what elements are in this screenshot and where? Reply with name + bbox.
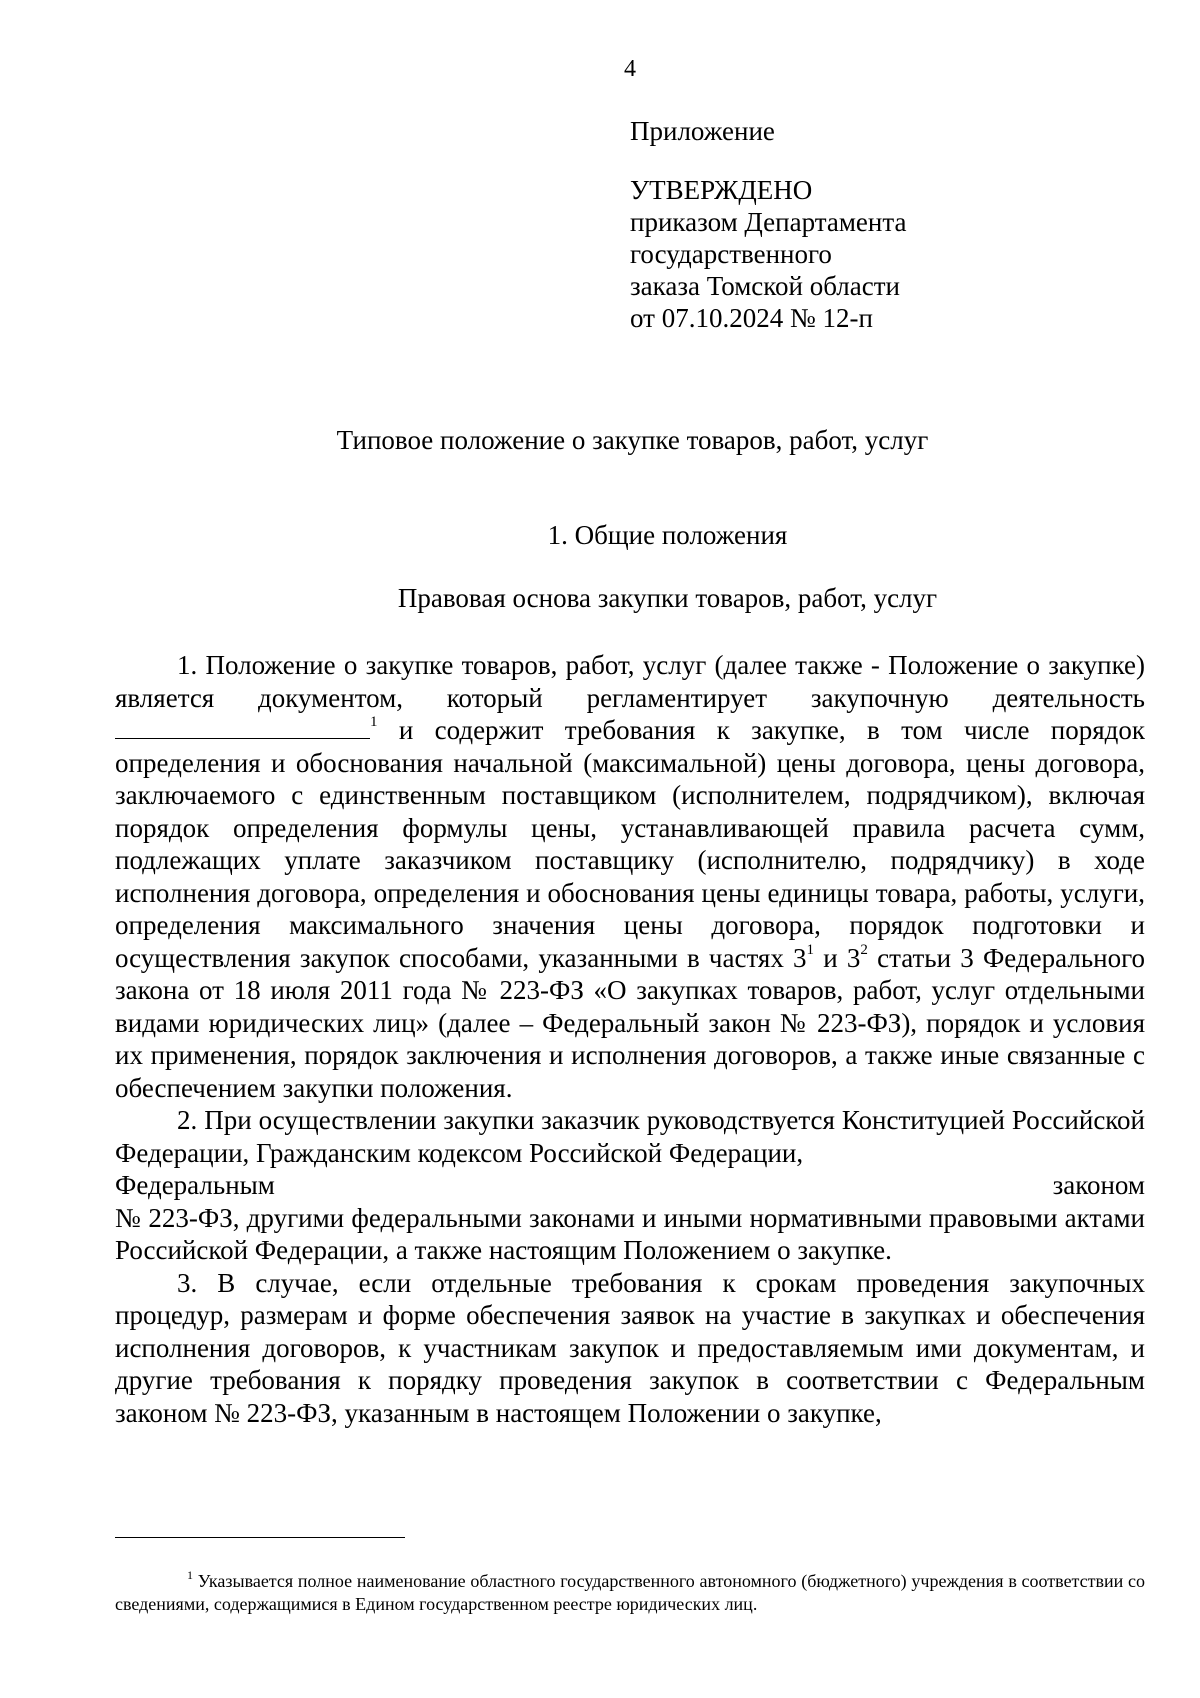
paragraph-2: 2. При осуществлении закупки заказчик руководствуется Конституцией Российской Федерации, Гражданским кодексом Российской Федерации, bbox=[115, 1105, 1145, 1168]
section-heading: 1. Общие положения bbox=[547, 520, 788, 550]
footnote-mark: 1 bbox=[187, 1568, 193, 1582]
superscript-a: 1 bbox=[806, 941, 815, 958]
page-number: 4 bbox=[624, 56, 636, 82]
paragraph-1-end: статьи 3 Федерального закона от 18 июля 2011 года № 223-ФЗ «О закупках товаров, работ, услуг отдельными видами юридических лиц» (далее – Федеральный закон № 223-ФЗ), порядок и условия их применения, порядок заключения и исполнения договоров, а также иные связанные с обеспечением закупки положения. bbox=[115, 942, 1145, 1103]
paragraph-2-word-right: законом bbox=[1052, 1170, 1145, 1200]
document-body bbox=[115, 649, 1145, 1429]
paragraph-3: 3. В случае, если отдельные требования к срокам проведения закупочных процедур, размерам и форме обеспечения заявок на участие в закупках и обеспечения исполнения договоров, к участникам закупок и предоставляемым ими документам, и другие требования к порядку проведения закупок в соответствии с Федеральным законом № 223-ФЗ, указанным в настоящем Положении о закупке, bbox=[115, 1267, 1145, 1428]
paragraph-1-middle: и содержит требования к закупке, в том числе порядок определения и обоснования начальной (максимальной) цены договора, цены договора, заключаемого с единственным поставщиком (исполнителем, подрядчиком), включая порядок определения формулы цены, устанавливающей правила расчета сумм, подлежащих уплате заказчиком поставщику (исполнителю, подрядчику) в ходе исполнения договора, определения и обоснования цены единицы товара, работы, услуги, определения максимального значения цены договора, порядок подготовки и осуществления закупок способами, указанными в частях 3 bbox=[115, 715, 1145, 973]
paragraph-2-end: № 223-ФЗ, другими федеральными законами и иными нормативными правовыми актами Российской Федерации, а также настоящим Положением о закупке. bbox=[115, 1202, 1145, 1265]
subsection-heading: Правовая основа закупки товаров, работ, услуг bbox=[397, 583, 938, 613]
approval-block bbox=[630, 115, 906, 334]
approval-line-2: государственного bbox=[630, 239, 832, 269]
appendix-label: Приложение bbox=[630, 116, 775, 146]
paragraph-2-word-left: Федеральным bbox=[115, 1170, 275, 1200]
superscript-b: 2 bbox=[860, 941, 868, 958]
footnote-ref: 1 bbox=[370, 714, 378, 730]
document-title: Типовое положение о закупке товаров, работ, услуг bbox=[336, 425, 929, 455]
approved-stamp-text: УТВЕРЖДЕНО bbox=[630, 175, 813, 205]
approval-line-3: заказа Томской области bbox=[630, 271, 900, 301]
footnote-divider bbox=[115, 1537, 405, 1538]
footnote bbox=[115, 1570, 1145, 1616]
approval-line-1: приказом Департамента bbox=[630, 207, 907, 237]
paragraph-1 bbox=[115, 649, 1145, 1104]
paragraph-1-and: и 3 bbox=[814, 942, 861, 973]
approval-line-4: от 07.10.2024 № 12-п bbox=[630, 303, 873, 333]
paragraph-1-start: 1. Положение о закупке товаров, работ, услуг (далее также - Положение о закупке) является документом, который регламентирует закупочную деятельность bbox=[115, 650, 1145, 713]
paragraph-2-spread-line bbox=[115, 1169, 1145, 1202]
name-blank-line bbox=[115, 720, 370, 739]
footnote-text: Указывается полное наименование областного государственного автономного (бюджетного) учреждения в соответствии со сведениями, содержащимися в Едином государственном реестре юридических лиц. bbox=[115, 1571, 1145, 1614]
